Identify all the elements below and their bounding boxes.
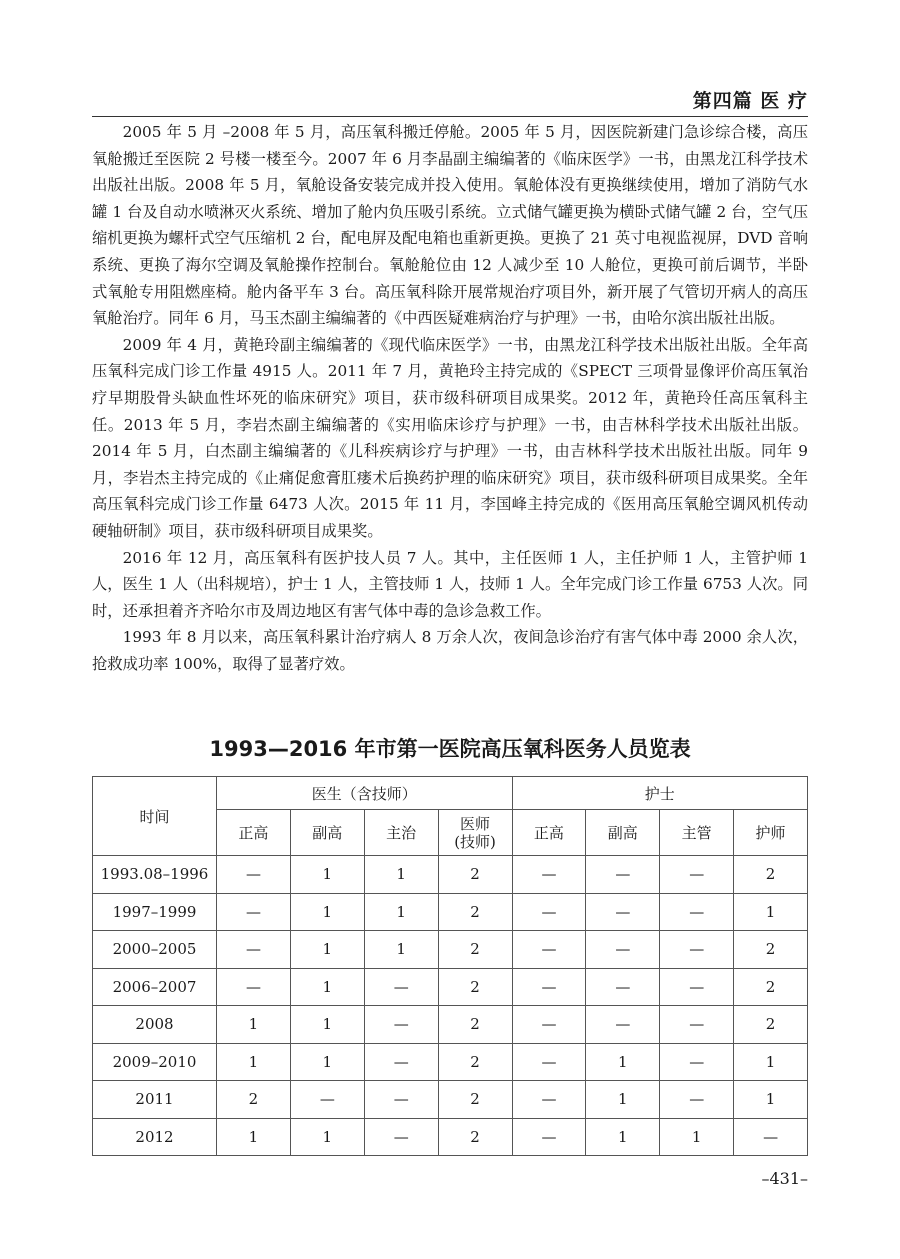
count-cell: — (586, 931, 660, 969)
time-cell: 2012 (93, 1118, 217, 1156)
count-cell: — (512, 1118, 586, 1156)
count-cell: 2 (438, 893, 512, 931)
time-cell: 2000–2005 (93, 931, 217, 969)
count-cell: 1 (734, 893, 808, 931)
running-header (92, 86, 808, 114)
count-cell: — (512, 1081, 586, 1119)
count-cell: — (512, 893, 586, 931)
table-row (93, 1043, 808, 1081)
count-cell: 1 (734, 1043, 808, 1081)
count-cell: — (217, 931, 291, 969)
count-cell: 1 (734, 1081, 808, 1119)
sub-header: 正高 (512, 810, 586, 856)
count-cell: — (512, 1006, 586, 1044)
count-cell: — (586, 968, 660, 1006)
count-cell: — (217, 968, 291, 1006)
sub-header: 副高 (290, 810, 364, 856)
count-cell: — (660, 856, 734, 894)
count-cell: — (217, 893, 291, 931)
time-cell: 1997–1999 (93, 893, 217, 931)
count-cell: 2 (438, 1043, 512, 1081)
count-cell: 1 (290, 931, 364, 969)
time-cell: 2011 (93, 1081, 217, 1119)
time-header: 时间 (93, 777, 217, 856)
count-cell: 2 (438, 856, 512, 894)
count-cell: 1 (217, 1118, 291, 1156)
count-cell: 2 (438, 1006, 512, 1044)
table-row (93, 968, 808, 1006)
count-cell: — (586, 856, 660, 894)
count-cell: 1 (586, 1043, 660, 1081)
staff-table (92, 776, 808, 1156)
count-cell: 1 (290, 968, 364, 1006)
table-row (93, 931, 808, 969)
header-rule (92, 116, 808, 117)
count-cell: — (586, 893, 660, 931)
count-cell: 1 (217, 1006, 291, 1044)
sub-header: 护师 (734, 810, 808, 856)
count-cell: — (660, 893, 734, 931)
count-cell: — (364, 1081, 438, 1119)
time-cell: 2006–2007 (93, 968, 217, 1006)
count-cell: — (217, 856, 291, 894)
table-row (93, 856, 808, 894)
count-cell: 2 (438, 931, 512, 969)
count-cell: 2 (217, 1081, 291, 1119)
count-cell: — (586, 1006, 660, 1044)
paragraph: 2009 年 4 月，黄艳玲副主编编著的《现代临床医学》一书，由黑龙江科学技术出版社出版。全年高压氧科完成门诊工作量 4915 人。2011 年 7 月，黄艳玲主持完成的《SPECT 三项骨显像评价高压氧治疗早期股骨头缺血性坏死的临床研究》项目，获市级科研项目成果奖。2012 年，黄艳玲任高压氧科主任。2013 年 5 月，李岩杰副主编编著的《实用临床诊疗与护理》一书，由吉林科学技术出版社出版。2014 年 5 月，白杰副主编编著的《儿科疾病诊疗与护理》一书，由吉林科学技术出版社出版。同年 9 月，李岩杰主持完成的《止痛促愈膏肛瘘术后换药护理的临床研究》项目，获市级科研项目成果奖。全年高压氧科完成门诊工作量 6473 人次。2015 年 11 月，李国峰主持完成的《医用高压氧舱空调风机传动硬轴研制》项目，获市级科研项目成果奖。 (92, 335, 808, 540)
count-cell: 2 (734, 968, 808, 1006)
count-cell: 2 (438, 1081, 512, 1119)
count-cell: 2 (734, 1006, 808, 1044)
count-cell: — (364, 1006, 438, 1044)
count-cell: — (660, 1081, 734, 1119)
count-cell: — (660, 931, 734, 969)
count-cell: — (512, 968, 586, 1006)
count-cell: — (364, 1043, 438, 1081)
sub-header (438, 810, 512, 856)
count-cell: 1 (290, 856, 364, 894)
count-cell: 2 (734, 931, 808, 969)
sub-header-line: 医师 (460, 814, 491, 833)
time-cell: 2008 (93, 1006, 217, 1044)
paragraph: 1993 年 8 月以来，高压氧科累计治疗病人 8 万余人次，夜间急诊治疗有害气体中毒 2000 余人次，抢救成功率 100%，取得了显著疗效。 (92, 628, 808, 673)
count-cell: 1 (290, 1043, 364, 1081)
paragraph: 2016 年 12 月，高压氧科有医护技人员 7 人。其中，主任医师 1 人，主任护师 1 人，主管护师 1 人，医生 1 人（出科规培），护士 1 人，主管技师 1 人，技师 1 人。全年完成门诊工作量 6753 人次。同时，还承担着齐齐哈尔市及周边地区有害气体中毒的急诊急救工作。 (92, 548, 808, 620)
count-cell: — (512, 931, 586, 969)
page-number: –431– (761, 1169, 808, 1188)
sub-header: 主管 (660, 810, 734, 856)
count-cell: — (734, 1118, 808, 1156)
table-body (93, 856, 808, 1156)
count-cell: 1 (364, 931, 438, 969)
table-row (93, 893, 808, 931)
count-cell: 2 (438, 1118, 512, 1156)
nurse-group-header: 护士 (512, 777, 808, 810)
count-cell: — (290, 1081, 364, 1119)
paragraph: 2005 年 5 月 –2008 年 5 月，高压氧科搬迁停舱。2005 年 5 月，因医院新建门急诊综合楼，高压氧舱搬迁至医院 2 号楼一楼至今。2007 年 6 月李晶副主编编著的《临床医学》一书，由黑龙江科学技术出版社出版。2008 年 5 月，氧舱设备安装完成并投入使用。氧舱体没有更换继续使用，增加了消防气水罐 1 台及自动水喷淋灭火系统、增加了舱内负压吸引系统。立式储气罐更换为横卧式储气罐 2 台，空气压缩机更换为螺杆式空气压缩机 2 台，配电屏及配电箱也重新更换。更换了 21 英寸电视监视屏，DVD 音响系统、更换了海尔空调及氧舱操作控制台。氧舱舱位由 12 人减少至 10 人舱位，更换可前后调节，半卧式氧舱专用阻燃座椅。舱内备平车 3 台。高压氧科除开展常规治疗项目外，新开展了气管切开病人的高压氧舱治疗。同年 6 月，马玉杰副主编编著的《中西医疑难病治疗与护理》一书，由哈尔滨出版社出版。 (92, 123, 808, 328)
count-cell: 2 (734, 856, 808, 894)
time-cell: 2009–2010 (93, 1043, 217, 1081)
count-cell: — (364, 1118, 438, 1156)
section-title: 第四篇 医 疗 (692, 90, 808, 112)
count-cell: — (364, 968, 438, 1006)
sub-header: 正高 (217, 810, 291, 856)
table-row (93, 1006, 808, 1044)
count-cell: 1 (364, 893, 438, 931)
count-cell: — (512, 856, 586, 894)
count-cell: 1 (217, 1043, 291, 1081)
count-cell: — (660, 1043, 734, 1081)
sub-header: 副高 (586, 810, 660, 856)
count-cell: 1 (290, 893, 364, 931)
doctor-group-header: 医生（含技师） (217, 777, 513, 810)
sub-header: 主治 (364, 810, 438, 856)
table-row (93, 1118, 808, 1156)
table-row (93, 1081, 808, 1119)
count-cell: 1 (290, 1118, 364, 1156)
count-cell: 1 (586, 1081, 660, 1119)
count-cell: — (512, 1043, 586, 1081)
count-cell: 1 (290, 1006, 364, 1044)
count-cell: 2 (438, 968, 512, 1006)
count-cell: 1 (660, 1118, 734, 1156)
time-cell: 1993.08–1996 (93, 856, 217, 894)
sub-header-line: (技师) (454, 832, 496, 851)
body-text (92, 119, 808, 677)
count-cell: 1 (364, 856, 438, 894)
count-cell: 1 (586, 1118, 660, 1156)
count-cell: — (660, 968, 734, 1006)
table-title: 1993—2016 年市第一医院高压氧科医务人员览表 (209, 737, 691, 761)
count-cell: — (660, 1006, 734, 1044)
